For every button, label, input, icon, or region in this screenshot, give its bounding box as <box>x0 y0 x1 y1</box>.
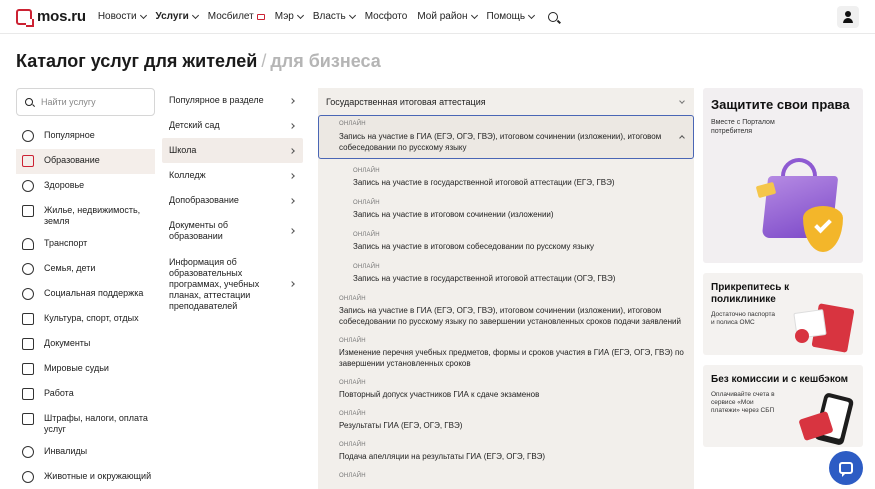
page-title <box>16 51 381 72</box>
nav-services[interactable] <box>156 11 198 22</box>
service-title: Запись на участие в ГИА (ЕГЭ, ОГЭ, ГВЭ), итоговом сочинении (изложении), итоговом собеседовании по русскому языку по завершении установленных сроков подачи заявлений <box>339 306 681 326</box>
online-badge: ОНЛАЙН <box>339 442 366 448</box>
category-fines[interactable] <box>16 407 155 440</box>
subcategory-label: Колледж <box>169 170 206 180</box>
nav-label: Мой район <box>417 11 468 22</box>
subcategory-edu-documents[interactable] <box>162 213 303 249</box>
chevron-right-icon <box>289 228 295 234</box>
category-transport[interactable] <box>16 232 155 257</box>
category-education[interactable] <box>16 149 155 174</box>
gia-group-header[interactable] <box>318 88 694 115</box>
subcategory-additional[interactable] <box>162 188 303 213</box>
promo-consumer-rights[interactable] <box>703 88 863 263</box>
promo-clinic[interactable] <box>703 273 863 355</box>
subcategory-list <box>162 88 303 489</box>
subcategory-label: Документы об образовании <box>169 220 229 241</box>
category-popular[interactable] <box>16 124 155 149</box>
service-item[interactable] <box>318 188 694 220</box>
promo-text: Вместе с Порталом потребителя <box>711 119 775 135</box>
online-badge: ОНЛАЙН <box>339 296 366 302</box>
online-badge: ОНЛАЙН <box>339 338 366 344</box>
nav-help[interactable] <box>487 11 535 22</box>
chevron-right-icon <box>289 123 295 129</box>
chevron-down-icon <box>528 11 535 18</box>
category-health[interactable] <box>16 174 155 199</box>
service-title: Изменение перечня учебных предметов, формы и сроков участия в ГИА (ЕГЭ, ОГЭ, ГВЭ) по завершении установленных сроков <box>339 348 684 368</box>
nav-label: Мосбилет <box>207 11 254 22</box>
online-badge: ОНЛАЙН <box>353 200 380 206</box>
title-separator: / <box>261 51 267 71</box>
category-label: Животные и окружающий <box>44 471 152 481</box>
chevron-right-icon <box>289 148 295 154</box>
online-badge: ОНЛАЙН <box>339 121 366 127</box>
chevron-down-icon <box>470 11 477 18</box>
promo-text: Оплачивайте счета в сервисе «Мои платежи» через СБП <box>711 391 775 414</box>
nav-mosbilet[interactable] <box>208 11 265 22</box>
category-label: Работа <box>44 388 74 398</box>
ticket-icon <box>257 14 265 20</box>
subcategory-label: Информация об образовательных программах, учебных планах, аттестации преподавателей <box>169 256 260 311</box>
category-sidebar <box>16 88 155 489</box>
service-item[interactable] <box>318 220 694 252</box>
logo[interactable] <box>16 8 86 25</box>
category-label: Документы <box>44 338 91 348</box>
chat-button[interactable] <box>829 451 863 485</box>
promo-text: Достаточно паспорта и полиса ОМС <box>711 311 776 326</box>
online-badge: ОНЛАЙН <box>353 232 380 238</box>
wallet-icon <box>22 413 34 425</box>
service-search-input[interactable] <box>41 97 151 107</box>
promo-payments[interactable] <box>703 365 863 447</box>
category-label: Жилье, недвижимость, земля <box>44 205 141 226</box>
category-list <box>16 124 155 489</box>
service-title: Подача апелляции на результаты ГИА (ЕГЭ, ОГЭ, ГВЭ) <box>339 452 546 461</box>
category-label: Социальная поддержка <box>44 288 144 298</box>
chevron-down-icon <box>297 11 304 18</box>
service-item[interactable] <box>318 284 694 327</box>
service-title: Повторный допуск участников ГИА к сдаче экзаменов <box>339 390 540 399</box>
category-judges[interactable] <box>16 357 155 382</box>
nav-label: Власть <box>312 11 346 22</box>
service-title: Запись на участие в итоговом сочинении (изложении) <box>353 210 554 219</box>
subcategory-label: Детский сад <box>169 120 220 130</box>
nav-label: Услуги <box>155 11 189 22</box>
chevron-right-icon <box>289 198 295 204</box>
car-icon <box>22 238 34 250</box>
service-title: Запись на участие в государственной итоговой аттестации (ЕГЭ, ГВЭ) <box>353 178 615 187</box>
promo-column <box>703 88 863 447</box>
category-disabled[interactable] <box>16 440 155 465</box>
service-item[interactable] <box>318 431 694 462</box>
category-family[interactable] <box>16 257 155 282</box>
logo-icon <box>16 9 32 25</box>
paw-icon <box>22 471 34 483</box>
support-icon <box>22 288 34 300</box>
nav-news[interactable] <box>98 11 146 22</box>
category-label: Мировые судьи <box>44 363 109 373</box>
service-item[interactable] <box>318 400 694 431</box>
category-animals[interactable] <box>16 465 155 489</box>
title-residents: Каталог услуг для жителей <box>16 51 258 71</box>
category-label: Культура, спорт, отдых <box>44 313 139 323</box>
category-documents[interactable] <box>16 332 155 357</box>
medical-plus-icon <box>795 329 809 343</box>
promo-title: Без комиссии и с кешбэком <box>711 374 849 385</box>
title-business-link[interactable]: для бизнеса <box>270 51 381 71</box>
category-label: Транспорт <box>44 238 88 248</box>
online-badge: ОНЛАЙН <box>353 264 380 270</box>
promo-title: Прикрепитесь к поликлинике <box>711 282 790 305</box>
nav-label: Новости <box>97 11 137 22</box>
chat-icon <box>839 462 853 474</box>
service-item[interactable] <box>318 159 694 188</box>
heart-icon <box>22 180 34 192</box>
logo-text: mos.ru <box>37 8 86 25</box>
category-social-support[interactable] <box>16 282 155 307</box>
category-label: Популярное <box>44 130 95 140</box>
service-title: Результаты ГИА (ЕГЭ, ОГЭ, ГВЭ) <box>339 421 463 430</box>
main-nav <box>98 11 558 22</box>
service-item[interactable] <box>318 252 694 284</box>
family-icon <box>22 263 34 275</box>
culture-icon <box>22 313 34 325</box>
service-item[interactable] <box>318 327 694 369</box>
nav-my-district[interactable] <box>417 11 476 22</box>
service-item[interactable] <box>318 462 694 480</box>
chevron-right-icon <box>289 98 295 104</box>
subcategory-school[interactable] <box>162 138 303 163</box>
nav-mosfoto[interactable] <box>365 11 408 22</box>
category-label: Инвалиды <box>44 446 88 456</box>
house-icon <box>22 205 34 217</box>
category-label: Семья, дети <box>44 263 96 273</box>
service-panel <box>318 88 694 489</box>
subcategory-label: Популярное в разделе <box>169 95 264 105</box>
category-work[interactable] <box>16 382 155 407</box>
subcategory-popular[interactable] <box>162 88 303 113</box>
service-title: Запись на участие в итоговом собеседовании по русскому языку <box>353 242 594 251</box>
subcategory-label: Школа <box>169 145 197 155</box>
nav-label: Мосфото <box>364 11 408 22</box>
online-badge: ОНЛАЙН <box>353 168 380 174</box>
search-icon <box>25 98 33 106</box>
service-title: Запись на участие в государственной итоговой аттестации (ОГЭ, ГВЭ) <box>353 274 616 283</box>
online-badge: ОНЛАЙН <box>339 411 366 417</box>
selected-service[interactable] <box>318 115 694 159</box>
category-label: Здоровье <box>44 180 85 190</box>
category-label: Образование <box>44 155 100 165</box>
chevron-down-icon <box>679 98 685 104</box>
nav-mayor[interactable] <box>275 11 303 22</box>
chevron-down-icon <box>349 11 356 18</box>
search-icon[interactable] <box>548 12 558 22</box>
subcategory-kindergarten[interactable] <box>162 113 303 138</box>
chevron-right-icon <box>289 173 295 179</box>
wheelchair-icon <box>22 446 34 458</box>
nav-label: Помощь <box>486 11 526 22</box>
briefcase-icon <box>22 388 34 400</box>
service-item[interactable] <box>318 369 694 400</box>
group-title: Государственная итоговая аттестация <box>326 96 486 107</box>
online-badge: ОНЛАЙН <box>339 473 366 479</box>
user-icon <box>842 11 854 23</box>
nav-label: Мэр <box>274 11 294 22</box>
gavel-icon <box>22 363 34 375</box>
chevron-down-icon <box>192 11 199 18</box>
subcategory-label: Допобразование <box>169 195 239 205</box>
service-search <box>16 88 155 116</box>
subcategory-programs-info[interactable] <box>162 249 303 319</box>
online-badge: ОНЛАЙН <box>339 380 366 386</box>
category-culture[interactable] <box>16 307 155 332</box>
top-header <box>0 0 875 34</box>
chevron-right-icon <box>289 281 295 287</box>
chevron-down-icon <box>139 11 146 18</box>
promo-title: Защитите свои права <box>711 97 850 112</box>
user-profile-button[interactable] <box>837 6 859 28</box>
subcategory-college[interactable] <box>162 163 303 188</box>
nav-government[interactable] <box>313 11 355 22</box>
document-icon <box>22 338 34 350</box>
service-title: Запись на участие в ГИА (ЕГЭ, ОГЭ, ГВЭ), итоговом сочинении (изложении), итоговом собеседовании по русскому языку <box>339 132 662 152</box>
category-housing[interactable] <box>16 199 155 232</box>
category-label: Штрафы, налоги, оплата услуг <box>44 413 148 434</box>
star-icon <box>22 130 34 142</box>
graduation-cap-icon <box>22 155 34 167</box>
